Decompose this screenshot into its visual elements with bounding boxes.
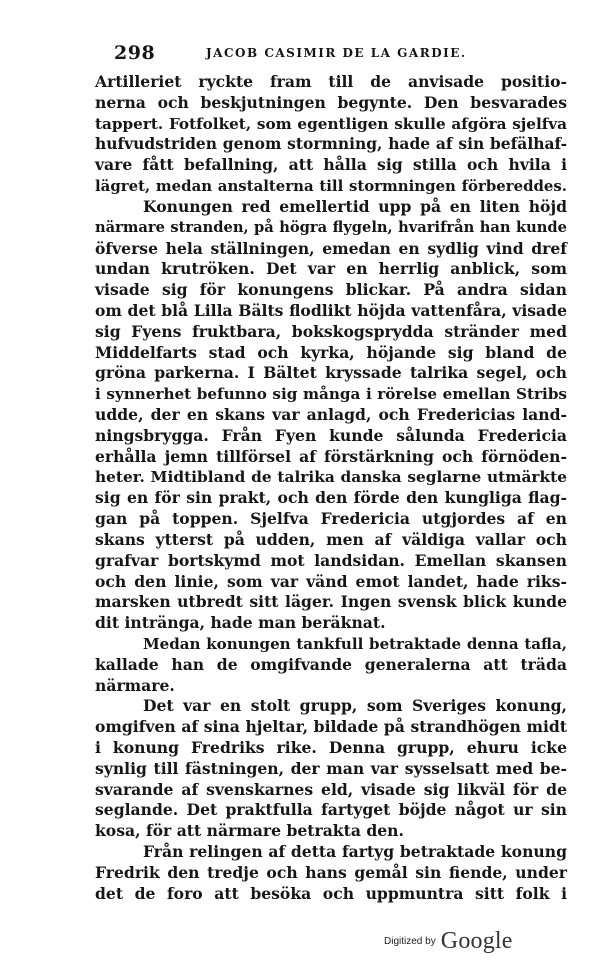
text-line: om det blå Lilla Bälts flodlikt höjda vattenfåra, visade	[95, 300, 567, 320]
text-line: dit inträngа, hade man beräknat.	[95, 613, 386, 633]
text-line: Artilleriet ryckte fram till de anvisade positio-	[95, 72, 567, 91]
text-line: Konungen red emellertid upp på en liten höjd	[143, 196, 567, 216]
digitized-by-google-watermark	[384, 928, 513, 958]
text-line: närmare stranden, på högra flygeln, hvarifrån han kunde	[95, 218, 567, 236]
text-line: kosa, för att närmare betrakta den.	[95, 821, 404, 841]
text-line: gröna parkerna. I Bältet kryssade talrika segel, och	[95, 363, 567, 383]
text-line: visade sig för konungens blickar. På andra sidan	[95, 280, 567, 300]
text-line: svarande af svenskarnes eld, visade sig likväl för de	[95, 779, 567, 799]
text-line: ningsbrygga. Från Fyen kunde sålunda Fredericia	[95, 425, 567, 445]
text-line: kallade han de omgifvande generalerna att träda	[95, 654, 567, 674]
text-line: det de foro att besöka och uppmuntra sitt folk i	[95, 883, 567, 903]
text-line: Det var en stolt grupp, som Sveriges konung,	[143, 696, 567, 716]
text-line: i synnerhet befunno sig många i rörelse emellan Stribs	[95, 385, 567, 404]
text-line: erhålla jemn tillförsel af förstärkning och förnöden-	[95, 446, 567, 466]
text-line: närmare.	[95, 675, 175, 695]
text-line: sig en för sin prakt, och den förde den kungliga flag-	[95, 488, 567, 508]
text-line: Middelfarts stad och kyrka, höjande sig bland de	[95, 342, 567, 362]
digitized-by-label: Digitized by	[384, 936, 436, 947]
text-line: udde, der en skans var anlagd, och Fredericias land-	[95, 405, 567, 424]
text-line: Från relingen af detta fartyg betraktade konung	[143, 842, 567, 862]
page-header	[96, 42, 566, 66]
text-line: omgifven af sina hjeltar, bildade på strandhögen midt	[95, 717, 567, 737]
text-line: gan på toppen. Sjelfva Fredericia utgjordes af en	[95, 509, 567, 529]
text-line: Fredrik den tredje och hans gemål sin fiende, under	[95, 862, 567, 882]
text-line: i konung Fredriks rike. Denna grupp, ehuru icke	[95, 738, 567, 757]
text-line: öfverse hela ställningen, emedan en sydlig vind dref	[95, 238, 567, 258]
text-line: synlig till fästningen, der man var sysselsatt med be-	[95, 758, 567, 778]
text-line: tappert. Fotfolket, som egentligen skulle afgöra sjelfva	[95, 114, 567, 133]
text-line: lägret, medan anstalterna till stormningen förbereddes.	[95, 177, 567, 196]
text-line: sig Fyens fruktbara, bokskogsprydda stränder med	[95, 321, 567, 341]
text-line: och den linie, som var vänd emot landet, hade riks-	[95, 571, 567, 591]
text-line: nerna och beskjutningen begynte. Den besvarades	[95, 92, 567, 112]
text-line: heter. Midtibland de talrika danska seglarne utmärkte	[95, 468, 567, 487]
text-line: hufvudstriden genom stormning, hade af sin befälhaf-	[95, 134, 567, 154]
google-logo: Google	[440, 928, 513, 954]
text-line: skans ytterst på udden, men af väldiga vallar och	[95, 529, 567, 549]
running-head: JACOB CASIMIR DE LA GARDIE.	[206, 46, 467, 60]
text-line: marsken utbredt sitt läger. Ingen svensk blick kunde	[95, 592, 567, 612]
text-line: Medan konungen tankfull betraktade denna tafla,	[143, 634, 567, 653]
text-line: vare fått befallning, att hålla sig stilla och hvila i	[95, 155, 567, 175]
page-number: 298	[114, 42, 156, 64]
body-text	[95, 72, 567, 905]
text-line: undan krutröken. Det var en herrlig anblick, som	[95, 259, 567, 279]
text-line: seglande. Det praktfulla fartyget böjde något ur sin	[95, 800, 567, 820]
text-line: grafvar bortskymd mot landsidan. Emellan skansen	[95, 550, 567, 570]
